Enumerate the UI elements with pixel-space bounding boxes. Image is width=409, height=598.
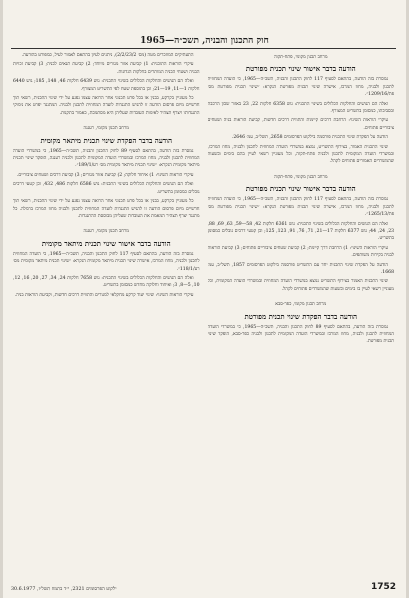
- notice-paragraph: עיקרי הוראות השינוי: 1) הרחבת דרך קיימת; 2) קביעת שטחים ציבוריים פתוחים; 3) קביעת הוראות לבניה בקירות משותפים.: [207, 245, 394, 259]
- notice-paragraph: עיקרי הוראות השינוי: שינוי יעוד קרקע מחקלאי למגורים והתווית דרכים חדשות, וקביעת הוראות בניה.: [14, 292, 194, 298]
- notice-title: הודעה בדבר אישור שינוי תכנית מפורטת: [245, 184, 356, 194]
- notice: [208, 301, 395, 346]
- page-footer: [11, 578, 396, 592]
- notice-paragraph: ואלה הם הגושים והחלקות הכלולים בשינוי התכנית: גוש 6361 חלקות 42, 58—59, 63, 69, 88, 23, 24, 44; גוש 6377 חלקות 17—21, 71, 76, 91, 123, 125; וכן קטעי דרכים גובלים כמסומן בתשריט.: [207, 221, 394, 242]
- notice-paragraph: שינוי התכנית האמור, בצירוף התשריט, נמצא במשרדי הועדה המחוזית לתכנון ולבניה, מחוז המרכז, ובמשרדי הועדה המקומית לתכנון ולבניה פתח-תקוה, וכל מעוניין רשאי לעיין בהם בימים ובשעות שהמשרדים האמורים פתוחים לקהל.: [207, 144, 394, 165]
- notice-issuer: מרחב תכנון מקומי, כפר-סבא: [275, 302, 327, 308]
- notice-title: הודעה בדבר אישור שינוי תכנית מפורטת: [245, 64, 356, 74]
- notice-paragraph: עיקרי הוראות השינוי: הרחבת דרכים קיימות והתווית דרכים חדשות, קביעת הוראות בניה ושטחים ציבוריים פתוחים.: [207, 118, 394, 131]
- notice-body: [13, 148, 200, 221]
- notice-paragraph: ואלה הם הגושים והחלקות הכלולים בשינוי התכנית: גוש 7658 חלקות 24, 34, 27, 20, 16, 12, 10, 5—8, 3; ואיחוד וחלוקה מחדש כמסומן בתשריט.: [13, 275, 200, 289]
- column-left: [13, 52, 200, 566]
- notice-paragraph: ואלה הם הגושים והחלקות הכלולים בשינוי התכנית: גוש 6358 חלקות 22, 23 באזור שכון הרכבת ובסביבתו, כמסומן בתשריט המצורף.: [207, 101, 394, 115]
- columns: [13, 52, 394, 566]
- notice-body: [208, 76, 395, 165]
- notice-paragraph: נמסרת בזה הודעה, בהתאם לסעיף 117 לחוק התכנון והבניה, תשכ״ה—1965, כי הועדה המחוזית לתכנון ולבניה, מחוז המרכז, אישרה שינוי תכנית מפורטת הנקרא: ״שינוי תכנית מפורטת מס׳ פת/1265/13״.: [207, 197, 394, 218]
- notice-body: [13, 251, 200, 299]
- notice: [13, 52, 200, 117]
- notice-paragraph: ואלה הם הגושים והחלקות הכלולים בשינוי התכנית: גוש 6586 חלקות 486, 432, וכן קטעי דרכים גובלים כמסומן בתשריט.: [13, 182, 200, 195]
- notice-paragraph: הודעה על הפקדת שינוי התכנית פורסמה בילקוט הפרסומים 2658, תשל״ב, עמ׳ 2646.: [231, 135, 388, 141]
- notice-issuer: מרחב תכנון מקומי, רעננה: [83, 229, 129, 235]
- notice-body: [13, 52, 200, 117]
- notice-title: הודעה בדבר אישור שינוי תכנית מיתאר מקומית: [41, 238, 171, 248]
- notice-paragraph: ואלה הם הגושים והחלקות הכלולים בשינוי התכנית: גוש 6439 חלקות 46, 148, 185; גוש 6440 חלקות 1—11, 19—21; וכן בתוספת שטח לפי התשריט המצורף.: [13, 79, 200, 92]
- notice-paragraph: כל מעוניין בקרקע, בבנין או בכל פרט תכנוני אחר הרואה עצמו נפגע על ידי שינוי התכנית, רשאי תוך חדשיים מיום פרסום הודעה זו להגיש התנגדות לועדה המחוזית לתכנון ולבניה מחוז המרכז ברמלה. כל מתנגד יצרף תצהיר המאמת את העובדות שעליהן מבוססת ההתנגדות.: [13, 199, 200, 219]
- notice-issuer: מרחב תכנון מקומי, רעננה: [83, 126, 129, 132]
- publication-line: ילקוט הפרסומים 2321, י״ד בתמוז תשל״ז, 30.6.1977: [11, 587, 117, 592]
- notice-paragraph: עיקרי הוראות השינוי: 1) איחוד חלוקה; 2) קביעת אזור מגורים; 3) קביעת דרכים ושטחים ציבוריים.: [16, 172, 194, 178]
- notice: [13, 125, 200, 220]
- notice-paragraph: נמסרת בזה הודעה, בהתאם לסעיף 89 לחוק התכנון והבניה, תשכ״ה—1965, כי במשרדי הועדה המחוזית לתכנון ולבניה, מחוז המרכז ובמשרדי הועדה המקומית לתכנון ולבניה כפר-סבא, הופקד שינוי תכנית מפורטת.: [207, 324, 394, 345]
- notice-issuer: מרחב תכנון מקומי, פתח-תקוה: [274, 55, 328, 60]
- notice-paragraph: נמסרת בזה הודעה, בהתאם לסעיף 117 לחוק התכנון והבניה, תשכ״ה—1965, כי הועדה המחוזית לתכנון ולבניה, מחוז המרכז, אישרה שינוי תכנית מפורטת הנקרא: ״שינוי תכנית מפורטת מס׳ פת/1209/16״.: [207, 77, 394, 98]
- notice-paragraph: שינוי התכנית האמור בצירוף התשריט נמצא במשרדי הועדה המחוזית ובמשרדי הועדה המקומית, וכל מעוניין רשאי לעיין בו בימים ובשעות שהמשרדים פתוחים לקהל.: [207, 279, 394, 292]
- notice-paragraph: נמסרת בזה הודעה, בהתאם לסעיף 89 לחוק התכנון והבניה, תשכ״ה—1965, כי במשרדי הועדה המחוזית לתכנון ולבניה, מחוז המרכז ובמשרדי הועדה המקומית לתכנון ולבניה רעננה, הופקד שינוי תכנית מיתאר מקומית הנקרא: ״שינוי תכנית מיתאר מקומית מס׳ רע/189/1״.: [13, 148, 200, 169]
- header-rule: [11, 48, 396, 49]
- notice-paragraph: נמסרת בזה הודעה, בהתאם לסעיף 117 לחוק התכנון והבניה, תשכ״ה—1965, כי הועדה המחוזית לתכנון ולבניה, מחוז המרכז, אישרה שינוי תכנית מיתאר מקומית הנקרא: ״שינוי תכנית מיתאר מקומית מס׳ רע/118/1״.: [13, 251, 200, 272]
- notice: [208, 54, 395, 166]
- notice-title: הודעה בדבר הפקדת שינוי תכנית מפורטת: [244, 311, 358, 321]
- page-number: 1752: [370, 582, 396, 592]
- notice-paragraph: עיקרי הוראות התוכנית: 1) קביעת אזור מגורים מיוחד; 2) קביעת תנאים לבניה; 3) קביעת זכויות הבניה ושטחי הבניה המותרים בחלקות הנדונות.: [13, 62, 200, 75]
- column-right: [208, 52, 395, 566]
- notice: [208, 174, 395, 293]
- running-head: חוק התכנון והבניה, תשכ״ה—1965: [140, 36, 269, 46]
- notice-paragraph: התעתיקים המוזכרים מטה (מס׳ 2/2/23/2), ניתנים לעיון בהתאם לאמור לעיל, כמפורט בהודעה.: [21, 53, 194, 58]
- notice-body: [208, 196, 395, 293]
- notice-paragraph: כל מעוניין בקרקע, בבנין או בכל פרט תכנוני אחר הרואה עצמו נפגע על ידי שינוי התכנית, רשאי תוך חדשיים מיום פרסום הודעה זו להגיש התנגדות לועדה המחוזית לתכנון ולבניה. המתנגד יפרט את נימוקי התנגדותו ויצרף תצהיר לאימות העובדות שעליהן היא מסתמכת, כאמור בתקנות.: [13, 96, 200, 116]
- notice: [13, 228, 200, 299]
- gazette-page: [3, 0, 406, 598]
- notice-title: הודעה בדבר הפקדת שינוי תכנית מיתאר מקומית: [40, 135, 172, 145]
- notice-issuer: מרחב תכנון מקומי, פתח-תקוה: [274, 174, 328, 180]
- notice-body: [208, 324, 395, 346]
- notice-paragraph: הודעה על הפקדת שינוי התכנית יחד עם התשריט פורסמה בילקוט הפרסומים 1857, תשל״ב, עמ׳ 1668.: [207, 262, 394, 275]
